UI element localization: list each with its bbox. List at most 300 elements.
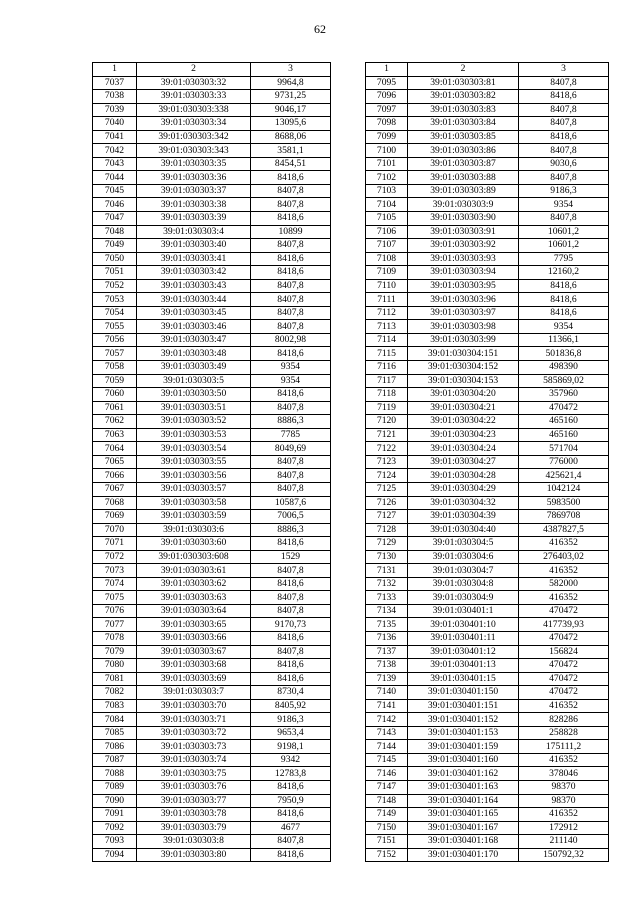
cadastral-number-cell: 39:01:030303:55 [137,455,251,469]
row-number-cell: 7090 [93,794,137,808]
row-number-cell: 7111 [366,293,408,307]
table-row [366,537,609,551]
table-row [93,577,331,591]
table-row [366,591,609,605]
table-row [93,848,331,862]
row-number-cell: 7142 [366,713,408,727]
row-number-cell: 7042 [93,144,137,158]
cadastral-number-cell: 39:01:030401:170 [408,848,519,862]
cadastral-number-cell: 39:01:030304:7 [408,564,519,578]
cadastral-number-cell: 39:01:030303:67 [137,645,251,659]
cadastral-number-cell: 39:01:030303:46 [137,320,251,334]
cadastral-number-cell: 39:01:030303:45 [137,306,251,320]
value-cell: 8407,8 [519,103,609,117]
cadastral-number-cell: 39:01:030304:21 [408,401,519,415]
value-cell: 8407,8 [519,212,609,226]
value-cell: 9354 [251,361,331,375]
row-number-cell: 7084 [93,713,137,727]
table-row [366,401,609,415]
cadastral-number-cell: 39:01:030304:152 [408,361,519,375]
table-row [366,767,609,781]
table-row [366,618,609,632]
value-cell: 150792,32 [519,848,609,862]
cadastral-number-cell: 39:01:030304:27 [408,455,519,469]
cadastral-number-cell: 39:01:030401:159 [408,740,519,754]
row-number-cell: 7061 [93,401,137,415]
value-cell: 8407,8 [251,645,331,659]
table-row [93,374,331,388]
value-cell: 8407,8 [251,591,331,605]
value-cell: 8405,92 [251,699,331,713]
row-number-cell: 7138 [366,659,408,673]
row-number-cell: 7100 [366,144,408,158]
row-number-cell: 7118 [366,388,408,402]
table-row [366,659,609,673]
table-row [93,699,331,713]
value-cell: 470472 [519,631,609,645]
value-cell: 175111,2 [519,740,609,754]
value-cell: 9731,25 [251,90,331,104]
row-number-cell: 7040 [93,117,137,131]
cadastral-number-cell: 39:01:030401:160 [408,753,519,767]
table-row [93,713,331,727]
value-cell: 9964,8 [251,76,331,90]
cadastral-number-cell: 39:01:030303:98 [408,320,519,334]
cadastral-number-cell: 39:01:030303:7 [137,686,251,700]
cadastral-number-cell: 39:01:030303:94 [408,266,519,280]
value-cell: 8049,69 [251,442,331,456]
value-cell: 11366,1 [519,333,609,347]
table-row [93,225,331,239]
table-row [93,279,331,293]
table-row [93,388,331,402]
cadastral-number-cell: 39:01:030303:5 [137,374,251,388]
row-number-cell: 7051 [93,266,137,280]
value-cell: 498390 [519,361,609,375]
value-cell: 470472 [519,659,609,673]
value-cell: 416352 [519,537,609,551]
cadastral-number-cell: 39:01:030303:93 [408,252,519,266]
table-row [366,293,609,307]
cadastral-number-cell: 39:01:030303:72 [137,726,251,740]
table-row [366,808,609,822]
row-number-cell: 7121 [366,428,408,442]
cadastral-number-cell: 39:01:030303:338 [137,103,251,117]
table-row [366,686,609,700]
cadastral-number-cell: 39:01:030304:9 [408,591,519,605]
cadastral-number-cell: 39:01:030304:28 [408,469,519,483]
value-cell: 9030,6 [519,157,609,171]
cadastral-table-left [92,62,331,862]
row-number-cell: 7066 [93,469,137,483]
value-cell: 571704 [519,442,609,456]
column-header: 2 [408,63,519,77]
row-number-cell: 7132 [366,577,408,591]
row-number-cell: 7053 [93,293,137,307]
table-header-row [366,63,609,77]
cadastral-number-cell: 39:01:030303:53 [137,428,251,442]
cadastral-number-cell: 39:01:030303:66 [137,631,251,645]
value-cell: 9342 [251,753,331,767]
row-number-cell: 7112 [366,306,408,320]
cadastral-number-cell: 39:01:030303:62 [137,577,251,591]
row-number-cell: 7133 [366,591,408,605]
table-row [366,90,609,104]
row-number-cell: 7060 [93,388,137,402]
table-row [366,212,609,226]
row-number-cell: 7130 [366,550,408,564]
cadastral-number-cell: 39:01:030304:39 [408,510,519,524]
table-row [366,577,609,591]
cadastral-table-right [365,62,609,862]
row-number-cell: 7095 [366,76,408,90]
row-number-cell: 7120 [366,415,408,429]
table-row [93,686,331,700]
row-number-cell: 7089 [93,780,137,794]
table-row [93,808,331,822]
value-cell: 8454,51 [251,157,331,171]
row-number-cell: 7147 [366,780,408,794]
table-row [366,306,609,320]
value-cell: 9170,73 [251,618,331,632]
value-cell: 8407,8 [251,198,331,212]
row-number-cell: 7113 [366,320,408,334]
row-number-cell: 7059 [93,374,137,388]
cadastral-number-cell: 39:01:030401:151 [408,699,519,713]
table-row [93,631,331,645]
table-row [93,510,331,524]
table-row [366,699,609,713]
row-number-cell: 7110 [366,279,408,293]
cadastral-number-cell: 39:01:030401:167 [408,821,519,835]
row-number-cell: 7143 [366,726,408,740]
table-row [93,753,331,767]
table-row [366,266,609,280]
cadastral-number-cell: 39:01:030303:59 [137,510,251,524]
value-cell: 776000 [519,455,609,469]
value-cell: 8407,8 [251,184,331,198]
value-cell: 8418,6 [251,848,331,862]
value-cell: 465160 [519,415,609,429]
row-number-cell: 7139 [366,672,408,686]
row-number-cell: 7103 [366,184,408,198]
table-row [366,252,609,266]
table-row [366,361,609,375]
value-cell: 8418,6 [251,347,331,361]
value-cell: 9198,1 [251,740,331,754]
value-cell: 9354 [251,374,331,388]
row-number-cell: 7091 [93,808,137,822]
table-row [366,347,609,361]
row-number-cell: 7044 [93,171,137,185]
value-cell: 465160 [519,428,609,442]
value-cell: 9354 [519,198,609,212]
row-number-cell: 7075 [93,591,137,605]
value-cell: 8407,8 [251,564,331,578]
cadastral-number-cell: 39:01:030304:40 [408,523,519,537]
value-cell: 12160,2 [519,266,609,280]
row-number-cell: 7146 [366,767,408,781]
value-cell: 9354 [519,320,609,334]
column-header: 3 [251,63,331,77]
table-row [93,482,331,496]
cadastral-number-cell: 39:01:030303:86 [408,144,519,158]
table-row [366,225,609,239]
row-number-cell: 7119 [366,401,408,415]
value-cell: 3581,1 [251,144,331,158]
cadastral-number-cell: 39:01:030401:1 [408,604,519,618]
cadastral-number-cell: 39:01:030303:60 [137,537,251,551]
row-number-cell: 7062 [93,415,137,429]
value-cell: 8418,6 [251,212,331,226]
row-number-cell: 7126 [366,496,408,510]
value-cell: 8418,6 [251,808,331,822]
cadastral-number-cell: 39:01:030303:58 [137,496,251,510]
table-header-row [93,63,331,77]
value-cell: 582000 [519,577,609,591]
table-row [93,266,331,280]
value-cell: 9186,3 [519,184,609,198]
table-row [366,510,609,524]
cadastral-number-cell: 39:01:030303:70 [137,699,251,713]
row-number-cell: 7149 [366,808,408,822]
table-row [366,388,609,402]
table-row [93,523,331,537]
table-row [93,672,331,686]
table-row [366,713,609,727]
row-number-cell: 7058 [93,361,137,375]
table-row [366,455,609,469]
value-cell: 470472 [519,672,609,686]
table-row [93,361,331,375]
value-cell: 156824 [519,645,609,659]
table-row [93,442,331,456]
table-row [93,767,331,781]
table-row [93,198,331,212]
value-cell: 7869708 [519,510,609,524]
value-cell: 1529 [251,550,331,564]
cadastral-number-cell: 39:01:030303:8 [137,835,251,849]
cadastral-number-cell: 39:01:030303:73 [137,740,251,754]
row-number-cell: 7039 [93,103,137,117]
row-number-cell: 7115 [366,347,408,361]
cadastral-number-cell: 39:01:030303:38 [137,198,251,212]
row-number-cell: 7056 [93,333,137,347]
cadastral-number-cell: 39:01:030303:69 [137,672,251,686]
table-row [93,171,331,185]
table-row [366,496,609,510]
row-number-cell: 7038 [93,90,137,104]
table-row [366,835,609,849]
value-cell: 416352 [519,808,609,822]
table-row [366,144,609,158]
row-number-cell: 7041 [93,130,137,144]
value-cell: 8407,8 [251,835,331,849]
cadastral-number-cell: 39:01:030303:343 [137,144,251,158]
value-cell: 258828 [519,726,609,740]
value-cell: 8407,8 [251,293,331,307]
table-row [93,794,331,808]
value-cell: 416352 [519,591,609,605]
table-row [93,726,331,740]
value-cell: 8418,6 [251,388,331,402]
table-row [93,645,331,659]
value-cell: 8418,6 [251,577,331,591]
value-cell: 7785 [251,428,331,442]
row-number-cell: 7127 [366,510,408,524]
table-row [366,753,609,767]
cadastral-number-cell: 39:01:030303:84 [408,117,519,131]
value-cell: 8418,6 [251,266,331,280]
cadastral-number-cell: 39:01:030303:40 [137,239,251,253]
row-number-cell: 7048 [93,225,137,239]
row-number-cell: 7114 [366,333,408,347]
table-row [366,239,609,253]
table-row [366,428,609,442]
row-number-cell: 7052 [93,279,137,293]
row-number-cell: 7073 [93,564,137,578]
cadastral-number-cell: 39:01:030401:165 [408,808,519,822]
row-number-cell: 7098 [366,117,408,131]
cadastral-number-cell: 39:01:030303:49 [137,361,251,375]
row-number-cell: 7125 [366,482,408,496]
value-cell: 8688,06 [251,130,331,144]
cadastral-number-cell: 39:01:030303:83 [408,103,519,117]
value-cell: 10587,6 [251,496,331,510]
row-number-cell: 7081 [93,672,137,686]
cadastral-number-cell: 39:01:030304:151 [408,347,519,361]
value-cell: 8418,6 [251,672,331,686]
cadastral-number-cell: 39:01:030304:8 [408,577,519,591]
value-cell: 8407,8 [251,239,331,253]
cadastral-number-cell: 39:01:030303:50 [137,388,251,402]
cadastral-number-cell: 39:01:030303:64 [137,604,251,618]
row-number-cell: 7067 [93,482,137,496]
table-row [366,198,609,212]
row-number-cell: 7055 [93,320,137,334]
value-cell: 12783,8 [251,767,331,781]
row-number-cell: 7116 [366,361,408,375]
value-cell: 8407,8 [251,306,331,320]
cadastral-number-cell: 39:01:030303:43 [137,279,251,293]
value-cell: 9653,4 [251,726,331,740]
row-number-cell: 7037 [93,76,137,90]
row-number-cell: 7049 [93,239,137,253]
table-row [93,157,331,171]
table-row [93,455,331,469]
row-number-cell: 7072 [93,550,137,564]
row-number-cell: 7050 [93,252,137,266]
value-cell: 8407,8 [519,117,609,131]
row-number-cell: 7080 [93,659,137,673]
row-number-cell: 7099 [366,130,408,144]
row-number-cell: 7068 [93,496,137,510]
value-cell: 10601,2 [519,225,609,239]
row-number-cell: 7085 [93,726,137,740]
cadastral-number-cell: 39:01:030304:29 [408,482,519,496]
table-row [366,672,609,686]
table-row [93,320,331,334]
cadastral-number-cell: 39:01:030401:15 [408,672,519,686]
value-cell: 8418,6 [251,537,331,551]
table-row [93,333,331,347]
column-header: 2 [137,63,251,77]
value-cell: 417739,93 [519,618,609,632]
row-number-cell: 7131 [366,564,408,578]
row-number-cell: 7093 [93,835,137,849]
row-number-cell: 7148 [366,794,408,808]
table-row [93,306,331,320]
value-cell: 8407,8 [251,469,331,483]
value-cell: 416352 [519,564,609,578]
value-cell: 8407,8 [251,482,331,496]
value-cell: 4387827,5 [519,523,609,537]
cadastral-number-cell: 39:01:030303:81 [408,76,519,90]
table-row [366,780,609,794]
row-number-cell: 7140 [366,686,408,700]
value-cell: 470472 [519,401,609,415]
row-number-cell: 7083 [93,699,137,713]
cadastral-number-cell: 39:01:030303:89 [408,184,519,198]
row-number-cell: 7101 [366,157,408,171]
cadastral-number-cell: 39:01:030303:33 [137,90,251,104]
row-number-cell: 7070 [93,523,137,537]
table-row [93,659,331,673]
cadastral-number-cell: 39:01:030303:87 [408,157,519,171]
value-cell: 8407,8 [251,320,331,334]
cadastral-number-cell: 39:01:030303:56 [137,469,251,483]
row-number-cell: 7102 [366,171,408,185]
value-cell: 416352 [519,753,609,767]
cadastral-number-cell: 39:01:030401:164 [408,794,519,808]
cadastral-number-cell: 39:01:030401:152 [408,713,519,727]
table-row [366,821,609,835]
table-row [366,740,609,754]
cadastral-number-cell: 39:01:030304:22 [408,415,519,429]
cadastral-number-cell: 39:01:030303:61 [137,564,251,578]
row-number-cell: 7046 [93,198,137,212]
cadastral-number-cell: 39:01:030401:10 [408,618,519,632]
cadastral-number-cell: 39:01:030303:52 [137,415,251,429]
table-row [366,726,609,740]
row-number-cell: 7137 [366,645,408,659]
table-row [366,523,609,537]
table-row [93,76,331,90]
row-number-cell: 7064 [93,442,137,456]
value-cell: 10899 [251,225,331,239]
row-number-cell: 7109 [366,266,408,280]
table-row [366,103,609,117]
row-number-cell: 7082 [93,686,137,700]
cadastral-number-cell: 39:01:030303:99 [408,333,519,347]
value-cell: 13095,6 [251,117,331,131]
table-row [366,631,609,645]
table-row [93,239,331,253]
table-row [366,320,609,334]
cadastral-number-cell: 39:01:030303:39 [137,212,251,226]
table-row [366,415,609,429]
cadastral-number-cell: 39:01:030303:96 [408,293,519,307]
table-row [366,157,609,171]
value-cell: 357960 [519,388,609,402]
column-header: 3 [519,63,609,77]
table-row [93,130,331,144]
cadastral-number-cell: 39:01:030304:24 [408,442,519,456]
cadastral-number-cell: 39:01:030304:20 [408,388,519,402]
value-cell: 585869,02 [519,374,609,388]
row-number-cell: 7123 [366,455,408,469]
cadastral-number-cell: 39:01:030401:12 [408,645,519,659]
